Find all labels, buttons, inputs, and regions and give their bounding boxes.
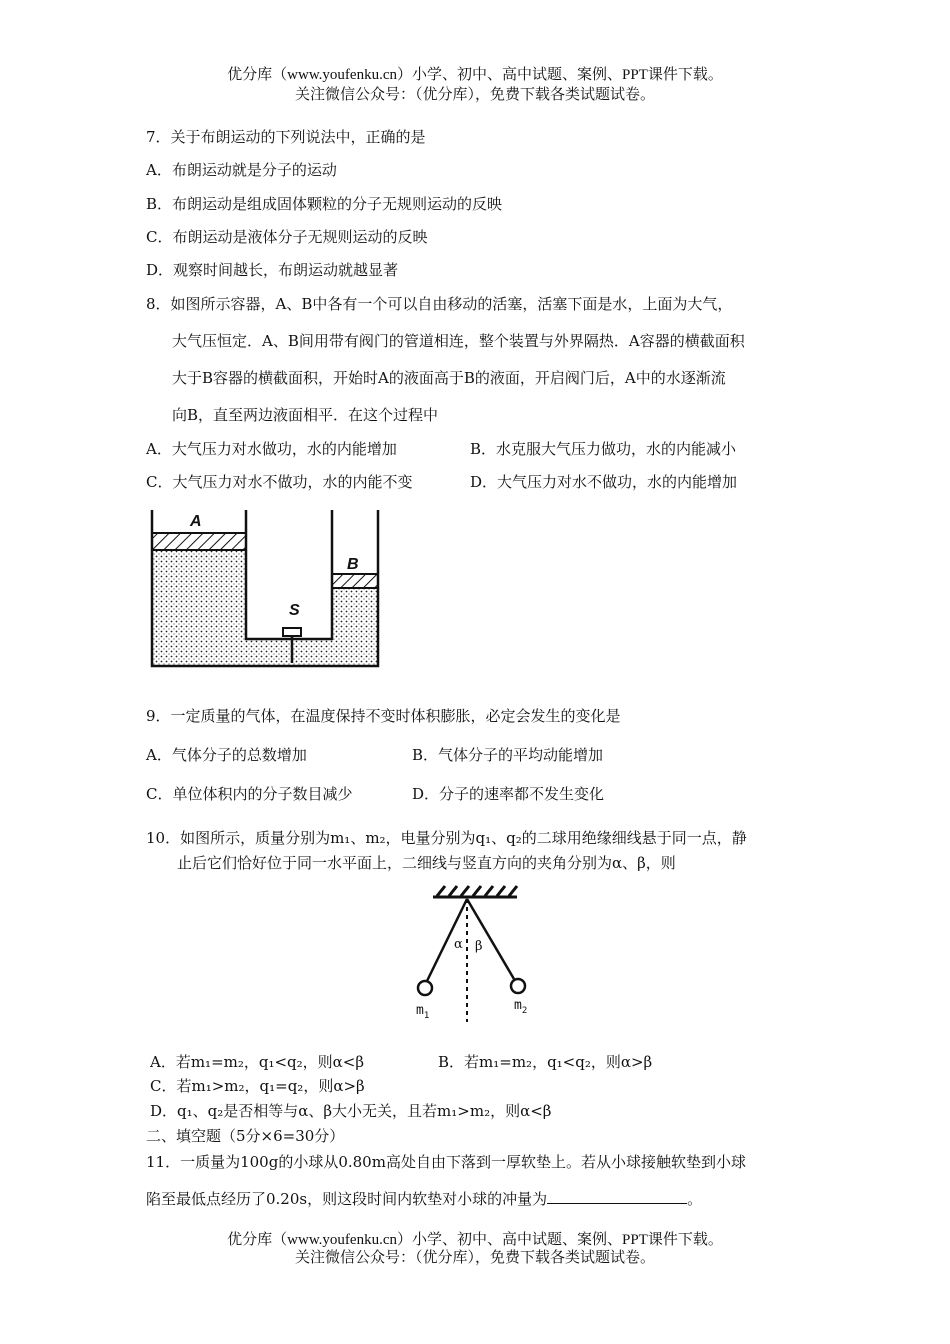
q10-option-b: B．若m₁=m₂，q₁<q₂，则α>β: [438, 1053, 653, 1071]
ceiling-hatch: [437, 886, 517, 896]
q8-stem-line-3: 大于B容器的横截面积，开始时A的液面高于B的液面，开启阀门后，A中的水逐渐流: [172, 369, 726, 387]
q7-stem: 7．关于布朗运动的下列说法中，正确的是: [146, 128, 426, 146]
header-line-2: 关注微信公众号：（优分库），免费下载各类试题试卷。: [294, 87, 655, 103]
m2-label: $m_2$: [514, 998, 528, 1016]
q9-stem: 9．一定质量的气体，在温度保持不变时体积膨胀，必定会发生的变化是: [146, 707, 621, 725]
valve-s: [283, 628, 301, 636]
q10-option-c: C．若m₁>m₂，q₁=q₂，则α>β: [150, 1077, 365, 1095]
container-figure: [140, 505, 390, 675]
ball-m1: [418, 981, 432, 995]
beta-label: β: [475, 939, 483, 954]
q8-stem-line-1: 8．如图所示容器，A、B中各有一个可以自由移动的活塞，活塞下面是水，上面为大气，: [146, 295, 733, 313]
q8-stem-line-4: 向B，直至两边液面相平．在这个过程中: [172, 406, 439, 424]
q11-line-2: [146, 1189, 702, 1209]
q9-option-b: B．气体分子的平均动能增加: [412, 746, 604, 764]
piston-a: [152, 533, 246, 550]
footer-line-2: 关注微信公众号：（优分库），免费下载各类试题试卷。: [294, 1250, 655, 1266]
q8-option-a: A．大气压力对水做功，水的内能增加: [146, 440, 397, 458]
q8-option-c: C．大气压力对水不做功，水的内能不变: [146, 473, 413, 491]
q7-option-b: B．布朗运动是组成固体颗粒的分子无规则运动的反映: [146, 195, 503, 213]
label-s: S: [289, 602, 300, 619]
pendulum-figure: [405, 880, 535, 1025]
q11-line-2-end: 。: [687, 1190, 703, 1208]
label-a: A: [190, 513, 202, 530]
label-b: B: [347, 556, 359, 573]
q8-option-b: B．水克服大气压力做功，水的内能减小: [470, 440, 737, 458]
q7-option-d: D．观察时间越长，布朗运动就越显著: [146, 261, 399, 279]
alpha-label: α: [454, 937, 463, 952]
piston-b: [332, 574, 378, 588]
m1-label: $m_1$: [416, 1003, 430, 1021]
water-a: [152, 551, 246, 666]
q7-option-c: C．布朗运动是液体分子无规则运动的反映: [146, 228, 428, 246]
header-line-1: 优分库（www.youfenku.cn）小学、初中、高中试题、案例、PPT课件下载。: [227, 67, 723, 83]
water-b: [332, 589, 378, 666]
q8-option-d: D．大气压力对水不做功，水的内能增加: [470, 473, 738, 491]
q8-stem-line-2: 大气压恒定．A、B间用带有阀门的管道相连，整个装置与外界隔热．A容器的横截面积: [172, 332, 745, 350]
q9-option-c: C．单位体积内的分子数目减少: [146, 785, 353, 803]
water-pipe: [246, 639, 332, 666]
ball-m2: [511, 979, 525, 993]
q11-line-1: 11．一质量为100g的小球从0.80m高处自由下落到一厚软垫上。若从小球接触软垫到小球: [146, 1153, 746, 1171]
section-2-title: 二、填空题（5分×6=30分）: [146, 1127, 345, 1145]
q10-stem-line-1: 10．如图所示，质量分别为m₁、m₂，电量分别为q₁、q₂的二球用绝缘细线悬于同一点，静: [146, 829, 747, 847]
container-inner-wall: [246, 510, 332, 639]
q9-option-d: D．分子的速率都不发生变化: [412, 785, 605, 803]
footer-line-1: 优分库（www.youfenku.cn）小学、初中、高中试题、案例、PPT课件下载。: [227, 1232, 723, 1248]
q9-option-a: A．气体分子的总数增加: [146, 746, 307, 764]
q10-stem-line-2: 止后它们恰好位于同一水平面上，二细线与竖直方向的夹角分别为α、β，则: [177, 854, 676, 872]
q10-option-d: D．q₁、q₂是否相等与α、β大小无关，且若m₁>m₂，则α<β: [150, 1102, 552, 1120]
q11-line-2-text: 陷至最低点经历了0.20s，则这段时间内软垫对小球的冲量为: [146, 1190, 548, 1208]
q11-answer-blank[interactable]: [547, 1189, 687, 1204]
q7-option-a: A．布朗运动就是分子的运动: [146, 161, 337, 179]
q10-option-a: A．若m₁=m₂，q₁<q₂，则α<β: [150, 1053, 365, 1071]
